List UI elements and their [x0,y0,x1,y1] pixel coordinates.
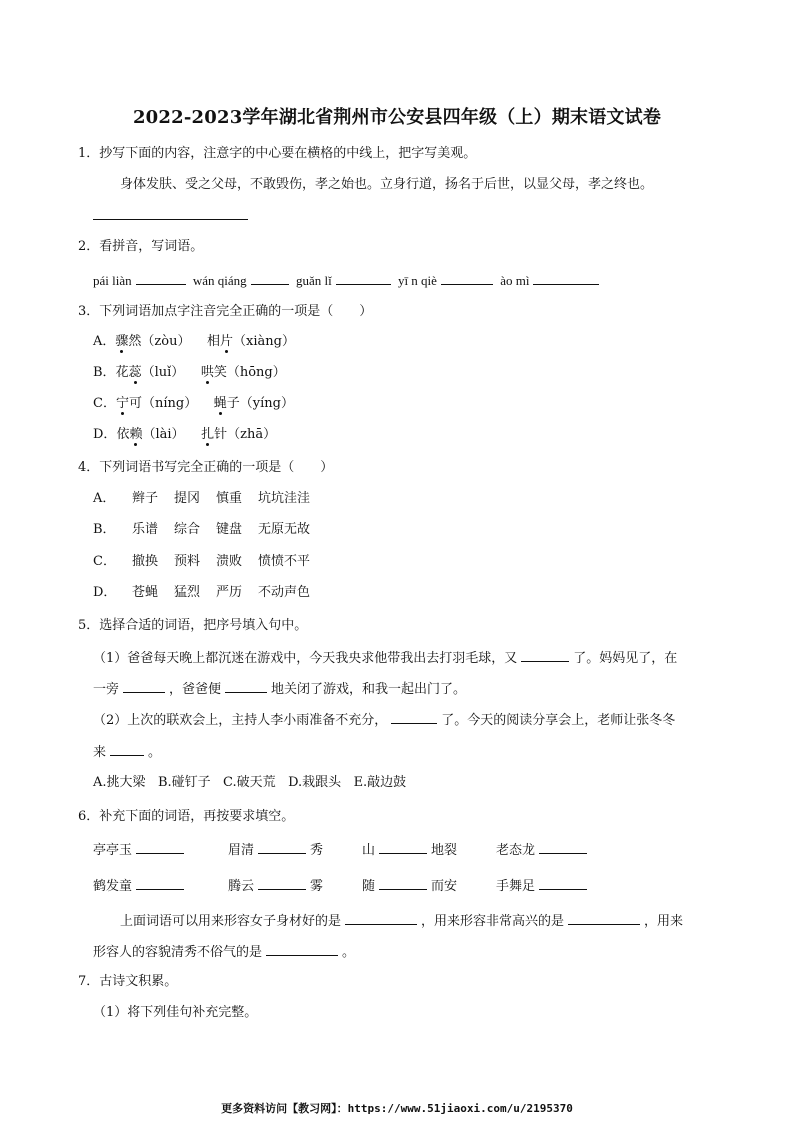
pinyin: （níng） [141,396,198,411]
option-label: A． [93,334,116,349]
dotted-char: 骤 [115,334,129,349]
idiom-part: 山 [362,843,376,858]
sentence-text: ，用来 [644,914,684,929]
word-char: 针 [214,427,228,442]
option-c[interactable] [93,395,294,413]
answer-blank[interactable] [441,271,493,285]
question-text: 补充下面的词语，再按要求填空。 [99,809,295,824]
dotted-char: 蕊 [128,365,142,380]
word-char: 然 [128,334,142,349]
dotted-char: 蝇 [213,396,227,411]
answer-blank[interactable] [110,742,144,756]
sentence-text: 地关闭了游戏，和我一起出门了。 [271,682,467,697]
sentence-text: 了。今天的阅读分享会上，老师让张冬冬 [441,713,676,728]
idiom-fill [362,876,457,896]
option-word: 坑坑洼洼 [258,491,311,506]
option-word: 慎重 [216,491,243,506]
option-word: 不动声色 [258,585,311,600]
question-5 [78,617,307,635]
sentence-text: 。 [148,745,162,760]
answer-blank[interactable] [251,271,289,285]
option-label[interactable]: D． [93,585,117,600]
q5-sentence-2 [93,710,675,730]
question-number: 4． [78,460,100,475]
pinyin: guǎn lǐ [295,273,332,288]
answer-blank[interactable] [136,876,184,890]
option-word: 撤换 [132,554,159,569]
answer-blank[interactable] [568,911,640,925]
idiom-fill [228,876,323,896]
question-number: 7． [78,974,100,989]
sentence-text: ，用来形容非常高兴的是 [421,914,565,929]
pinyin: （zhā） [227,427,277,442]
idiom-fill [362,840,457,860]
option-d[interactable] [93,426,276,444]
idiom-part: 腾云 [228,879,255,894]
question-number: 2． [78,239,100,254]
answer-blank[interactable] [379,876,427,890]
idiom-part: 秀 [310,843,324,858]
pinyin: pái liàn [93,273,132,288]
sentence-text: 一旁 [93,682,120,697]
idiom-part: 眉清 [228,843,255,858]
answer-blank[interactable] [136,271,186,285]
choice: A.挑大梁 [93,775,146,790]
word-char: 相 [207,334,221,349]
idiom-fill [496,840,591,860]
answer-blank[interactable] [533,271,599,285]
question-1 [78,145,476,163]
dotted-char: 扎 [201,427,215,442]
idiom-part: 鹤发童 [93,879,133,894]
idiom-fill [93,876,188,896]
choice: C.破天荒 [223,775,276,790]
answer-line[interactable] [93,219,248,220]
answer-blank[interactable] [336,271,391,285]
idiom-part: 亭亭玉 [93,843,133,858]
option-word: 辫子 [132,491,159,506]
dotted-char: 宁 [115,396,129,411]
question-2 [78,238,203,256]
question-3 [78,303,372,321]
word-char: 可 [128,396,142,411]
pinyin: （hōng） [226,365,286,380]
sentence-text: 来 [93,745,107,760]
option-word: 猛烈 [174,585,201,600]
word-char: 花 [115,365,129,380]
question-number: 1． [78,146,100,161]
q7-sub-1: （1）将下列佳句补充完整。 [93,1005,258,1020]
word-char: 子 [226,396,240,411]
pinyin: ào mì [500,273,530,288]
answer-blank[interactable] [266,942,338,956]
answer-blank[interactable] [521,648,569,662]
pinyin: wán qiáng [192,273,247,288]
question-text: 选择合适的词语，把序号填入句中。 [99,618,308,633]
answer-blank[interactable] [379,840,427,854]
idiom-part: 随 [362,879,376,894]
footer-link[interactable]: 更多资料访问【教习网】：https://www.51jiaoxi.com/u/2195370 [221,1102,573,1115]
q5-sentence-1 [93,648,677,668]
answer-blank[interactable] [136,840,184,854]
pinyin: （yíng） [239,396,294,411]
idiom-part: 而安 [431,879,458,894]
idiom-fill [93,840,188,860]
option-label: B． [93,365,116,380]
sentence-text: （2）上次的联欢会上，主持人李小雨准备不充分， [93,713,388,728]
option-word: 愤愤不平 [258,554,311,569]
answer-blank[interactable] [539,840,587,854]
page-title: 2022-2023学年湖北省荆州市公安县四年级（上）期末语文试卷 [132,107,662,128]
answer-blank[interactable] [345,911,417,925]
question-number: 6． [78,809,100,824]
option-word: 苍蝇 [132,585,159,600]
sentence-text: 。 [342,945,356,960]
pinyin: （zòu） [141,334,191,349]
option-word: 键盘 [216,522,243,537]
idiom-part: 老态龙 [496,843,536,858]
choice: B.碰钉子 [157,775,211,790]
dotted-char: 哄 [200,365,214,380]
q6-fill-line-2 [93,942,355,962]
idiom-part: 手舞足 [496,879,536,894]
question-text: 下列词语书写完全正确的一项是（ ） [99,460,334,475]
option-word: 溃败 [216,554,243,569]
idiom-part: 雾 [310,879,324,894]
answer-blank[interactable] [539,876,587,890]
q1-passage: 身体发肤、受之父母，不敢毁伤，孝之始也。立身行道，扬名于后世，以显父母，孝之终也。 [120,177,654,192]
question-6 [78,808,294,826]
option-word: 预料 [174,554,201,569]
sentence-text: ，爸爸便 [169,682,222,697]
answer-blank[interactable] [123,679,165,693]
question-text: 看拼音，写词语。 [99,239,204,254]
q5-sentence-1-cont [93,679,466,699]
sentence-text: 上面词语可以用来形容女子身材好的是 [120,914,342,929]
choice: D.栽跟头 [288,775,342,790]
option-label[interactable]: B． [93,522,116,537]
q5-sentence-2-cont [93,742,161,762]
q6-fill-line-1 [120,911,683,931]
dotted-char: 赖 [129,427,143,442]
option-label[interactable]: A． [93,491,116,506]
pinyin-row [93,271,603,290]
question-text: 古诗文积累。 [99,974,178,989]
answer-blank[interactable] [391,710,437,724]
option-word: 提冈 [174,491,201,506]
answer-blank[interactable] [258,876,306,890]
option-word: 严历 [216,585,243,600]
choice: E.敲边鼓 [353,775,407,790]
dotted-char: 片 [220,334,234,349]
idiom-fill [228,840,323,860]
question-7 [78,973,177,991]
pinyin: （xiàng） [233,334,295,349]
pinyin: （luǐ） [141,365,185,380]
option-a[interactable] [93,333,295,351]
option-b[interactable] [93,364,286,382]
q5-choices [93,774,406,792]
option-word: 无原无故 [258,522,311,537]
idiom-part: 地裂 [431,843,458,858]
option-label: D． [93,427,117,442]
question-text: 下列词语加点字注音完全正确的一项是（ ） [99,304,373,319]
option-label: C． [93,396,116,411]
idiom-fill [496,876,591,896]
option-label[interactable]: C． [93,554,116,569]
pinyin: yī n qiè [397,273,437,288]
sentence-text: （1）爸爸每天晚上都沉迷在游戏中，今天我央求他带我出去打羽毛球，又 [93,651,518,666]
sentence-text: 形容人的容貌清秀不俗气的是 [93,945,263,960]
question-number: 3． [78,304,100,319]
word-char: 笑 [213,365,227,380]
question-4 [78,459,333,477]
answer-blank[interactable] [258,840,306,854]
word-char: 依 [116,427,130,442]
question-number: 5． [78,618,100,633]
option-word: 综合 [174,522,201,537]
pinyin: （lài） [142,427,185,442]
question-text: 抄写下面的内容，注意字的中心要在横格的中线上，把字写美观。 [99,146,477,161]
option-word: 乐谱 [132,522,159,537]
answer-blank[interactable] [225,679,267,693]
sentence-text: 了。妈妈见了，在 [573,651,678,666]
